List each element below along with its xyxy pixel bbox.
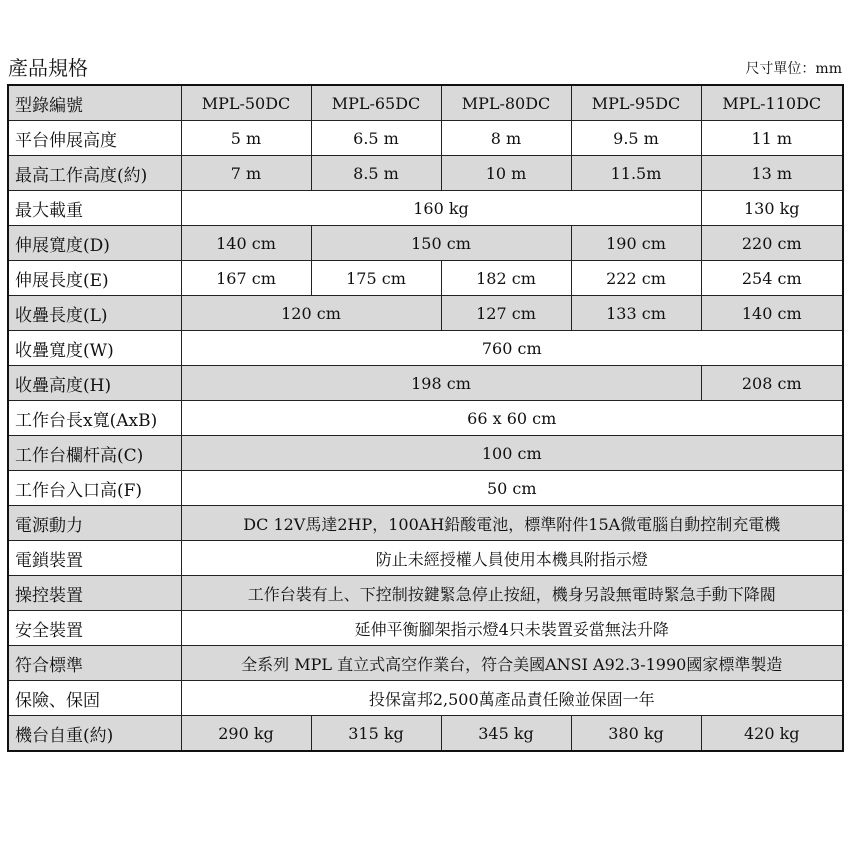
value-cell: 120 cm [181,296,441,331]
value-cell: 175 cm [311,261,441,296]
table-row-standard [8,646,843,681]
table-row-ext-length [8,261,843,296]
value-cell: 100 cm [181,436,843,471]
table-row-stow-height [8,366,843,401]
table-row-controls [8,576,843,611]
row-label: 保險、保固 [8,681,181,716]
value-cell: 345 kg [441,716,571,752]
table-row-platform-height [8,121,843,156]
value-cell: 198 cm [181,366,701,401]
row-label: 操控裝置 [8,576,181,611]
value-cell: 420 kg [701,716,843,752]
model-cell: MPL-110DC [701,85,843,121]
row-label: 收疊長度(L) [8,296,181,331]
value-cell: 5 m [181,121,311,156]
spec-table [7,84,844,752]
value-cell: 290 kg [181,716,311,752]
row-label: 機台自重(約) [8,716,181,752]
table-row-weight [8,716,843,752]
row-label: 伸展長度(E) [8,261,181,296]
row-label: 安全裝置 [8,611,181,646]
value-cell: 延伸平衡腳架指示燈4只未裝置妥當無法升降 [181,611,843,646]
value-cell: 315 kg [311,716,441,752]
value-cell: 11 m [701,121,843,156]
value-cell: 208 cm [701,366,843,401]
table-row-insurance [8,681,843,716]
value-cell: 380 kg [571,716,701,752]
table-row-power [8,506,843,541]
value-cell: 全系列 MPL 直立式高空作業台，符合美國ANSI A92.3-1990國家標準製造 [181,646,843,681]
value-cell: 11.5m [571,156,701,191]
row-label: 最大載重 [8,191,181,226]
value-cell: 167 cm [181,261,311,296]
table-row-stow-length [8,296,843,331]
table-row-safety [8,611,843,646]
model-cell: MPL-80DC [441,85,571,121]
unit-note: 尺寸單位：mm [745,61,842,77]
value-cell: 182 cm [441,261,571,296]
model-cell: MPL-65DC [311,85,441,121]
row-label: 工作台長x寬(AxB) [8,401,181,436]
row-label: 符合標準 [8,646,181,681]
value-cell: 133 cm [571,296,701,331]
value-cell: 13 m [701,156,843,191]
row-label: 收疊高度(H) [8,366,181,401]
row-label: 收疊寬度(W) [8,331,181,366]
row-label: 型錄編號 [8,85,181,121]
value-cell: 127 cm [441,296,571,331]
value-cell: 220 cm [701,226,843,261]
value-cell: 130 kg [701,191,843,226]
row-label: 伸展寬度(D) [8,226,181,261]
value-cell: 投保富邦2,500萬產品責任險並保固一年 [181,681,843,716]
page-title: 產品規格 [8,56,88,80]
value-cell: 9.5 m [571,121,701,156]
value-cell: 140 cm [181,226,311,261]
row-label: 工作台入口高(F) [8,471,181,506]
value-cell: 8.5 m [311,156,441,191]
value-cell: 140 cm [701,296,843,331]
row-label: 電鎖裝置 [8,541,181,576]
model-cell: MPL-50DC [181,85,311,121]
value-cell: 222 cm [571,261,701,296]
value-cell: 8 m [441,121,571,156]
table-row-working-height [8,156,843,191]
value-cell: 6.5 m [311,121,441,156]
table-row-stow-width [8,331,843,366]
row-label: 工作台欄杆高(C) [8,436,181,471]
table-row-ext-width [8,226,843,261]
value-cell: 160 kg [181,191,701,226]
table-row-model [8,85,843,121]
table-row-rail-height [8,436,843,471]
table-row-entry-height [8,471,843,506]
value-cell: 7 m [181,156,311,191]
table-row-max-load [8,191,843,226]
row-label: 最高工作高度(約) [8,156,181,191]
table-row-key-lock [8,541,843,576]
value-cell: 66 x 60 cm [181,401,843,436]
value-cell: 254 cm [701,261,843,296]
value-cell: 10 m [441,156,571,191]
model-cell: MPL-95DC [571,85,701,121]
row-label: 電源動力 [8,506,181,541]
value-cell: 50 cm [181,471,843,506]
table-row-platform-size [8,401,843,436]
value-cell: 防止未經授權人員使用本機具附指示燈 [181,541,843,576]
value-cell: 150 cm [311,226,571,261]
value-cell: 190 cm [571,226,701,261]
row-label: 平台伸展高度 [8,121,181,156]
value-cell: DC 12V馬達2HP，100AH鉛酸電池，標準附件15A微電腦自動控制充電機 [181,506,843,541]
value-cell: 760 cm [181,331,843,366]
value-cell: 工作台裝有上、下控制按鍵緊急停止按紐，機身另設無電時緊急手動下降閥 [181,576,843,611]
